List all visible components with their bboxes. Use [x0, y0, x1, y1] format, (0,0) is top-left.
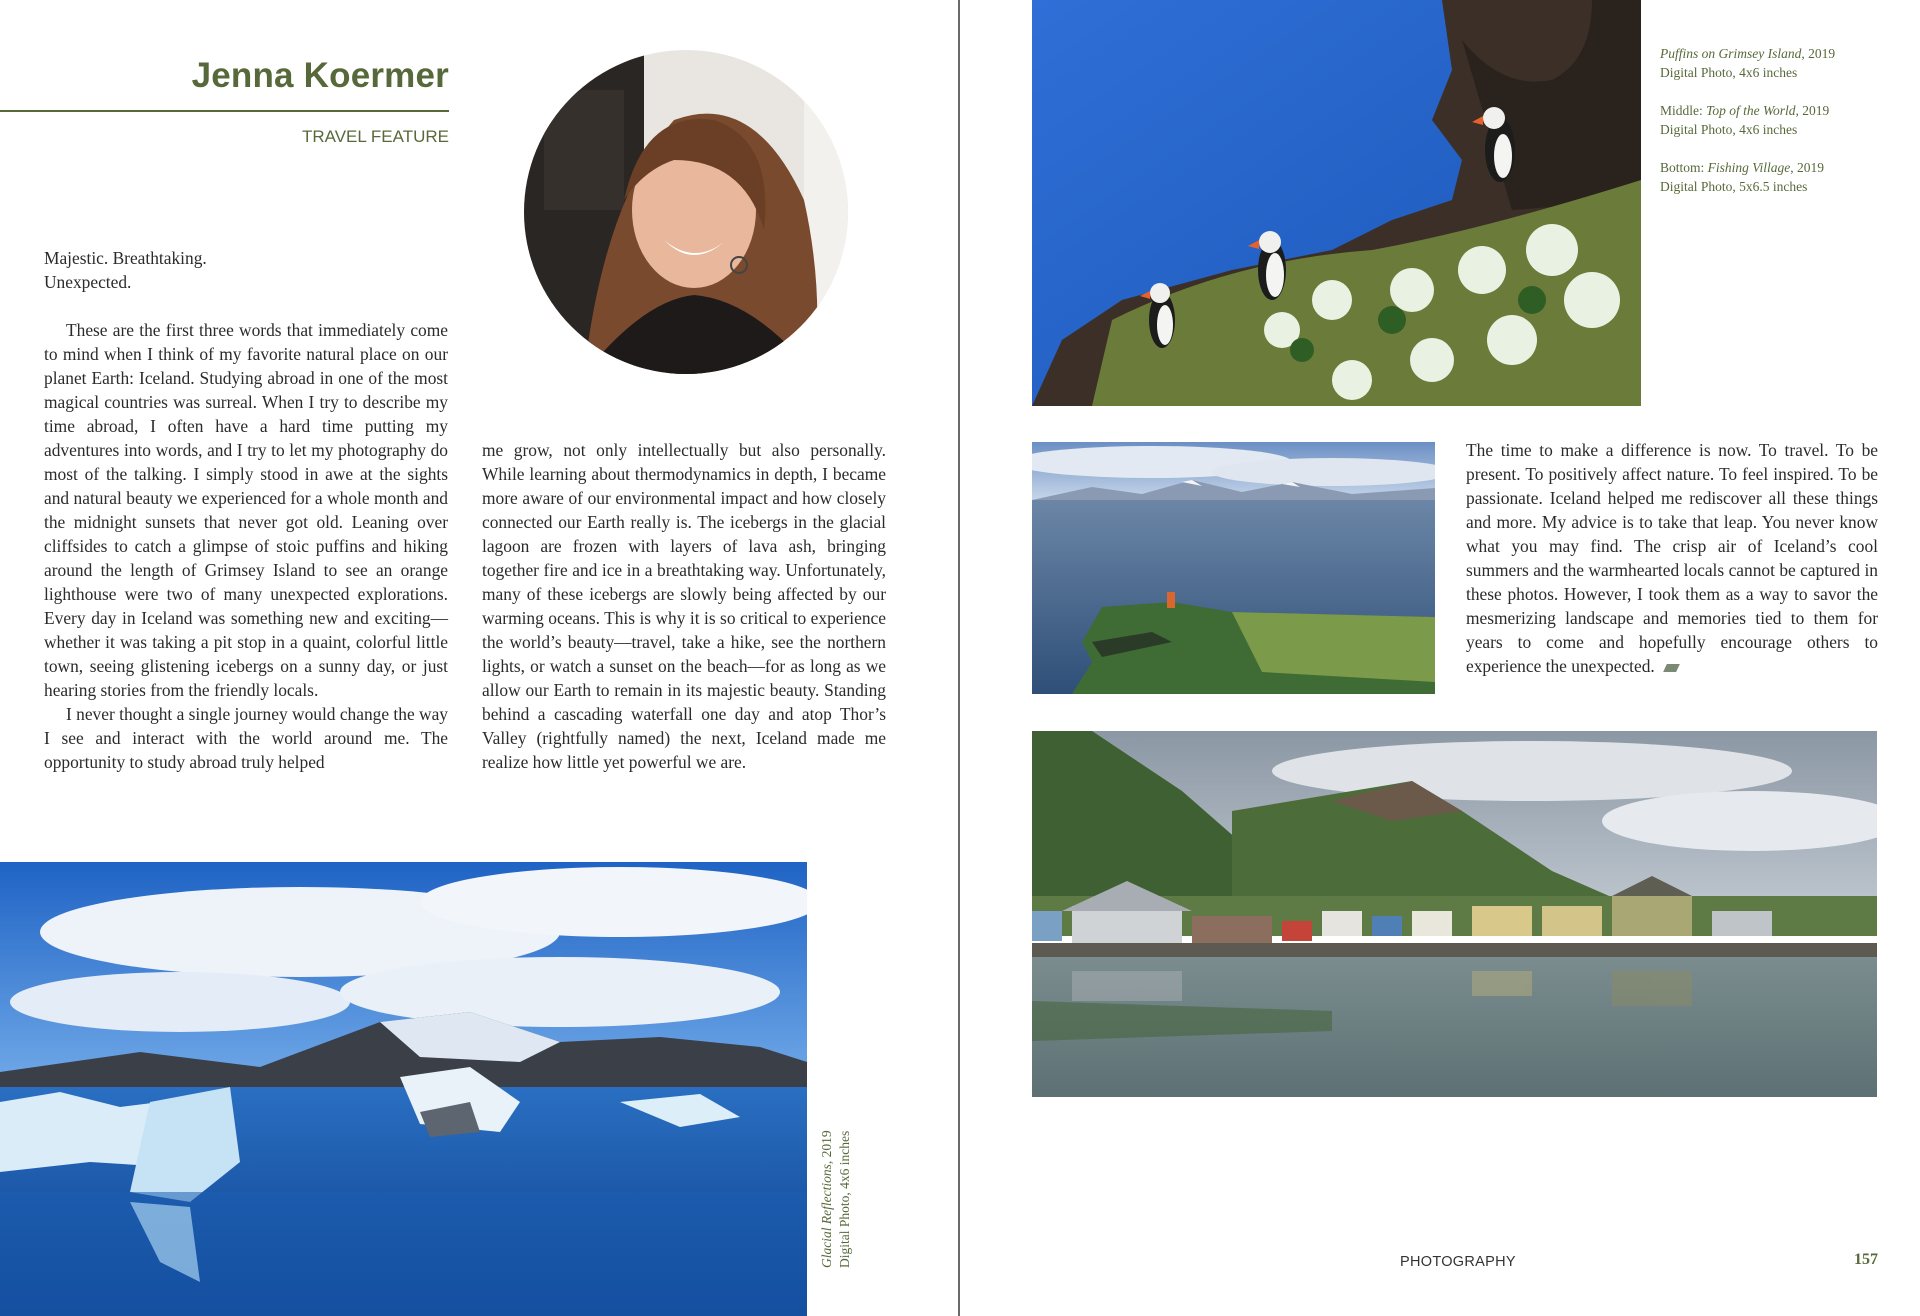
- caption-puffins-medium: Digital Photo, 4x6 inches: [1660, 65, 1798, 80]
- glacial-reflections-photo: [0, 862, 807, 1316]
- paragraph-4: [1466, 438, 1878, 678]
- paragraph-3: me grow, not only intellectually but also personally. While learning about thermodynamics in depth, I became more aware of our environmental impact and how closely connected our Earth really is. The icebergs in the glacial lagoon are frozen with layers of lava ash, bringing together fire and ice in a breathtaking way. Unfortunately, many of these icebergs are slowly being affected by our warming oceans. This is why it is so critical to experience the world’s beauty—travel, take a hike, see the northern lights, or watch a sunset on the beach—for as long as we allow our Earth to remain in its majestic beauty. Standing behind a cascading waterfall one day and atop Thor’s Valley (rightfully named) the next, Iceland made me realize how little yet powerful we are.: [482, 440, 886, 772]
- caption-bottom-prefix: Bottom:: [1660, 160, 1708, 175]
- caption-bottom-year: , 2019: [1790, 160, 1825, 175]
- caption-medium: Digital Photo, 4x6 inches: [837, 1130, 852, 1268]
- caption-puffins-year: , 2019: [1801, 46, 1836, 61]
- section-footer-label: PHOTOGRAPHY: [1400, 1254, 1516, 1270]
- caption-middle-title-line: [1660, 101, 1900, 120]
- paragraph-4-text: The time to make a difference is now. To travel. To be present. To positively affect nature. To feel inspired. To be passionate. Iceland helped me rediscover all these things and more. My advice is to take that leap. You never know what you may find. The crisp air of Iceland’s cool summers and the warmhearted locals cannot be captured in these photos. However, I took them as a way to savor the mesmerizing landscape and memories tied to them for years to come and hopefully encourage others to experience the unexpected.: [1466, 440, 1878, 676]
- author-portrait: [524, 50, 848, 374]
- caption-title: Glacial Reflections: [819, 1164, 834, 1268]
- caption-middle-prefix: Middle:: [1660, 103, 1707, 118]
- photo-captions: [1660, 44, 1900, 215]
- fishing-village-photo: [1032, 731, 1877, 1097]
- page-spine: [958, 0, 960, 1316]
- intro-line-1: Majestic. Breathtaking.: [44, 248, 207, 268]
- intro-text: [44, 246, 444, 294]
- paragraph-1: These are the first three words that immediately come to mind when I think of my favorite natural place on our planet Earth: Iceland. Studying abroad in one of the most magical countries was surreal. When I try to describe my time abroad, I often have a hard time putting my adventures into words, and I try to let my photography do most of the talking. I simply stood in awe at the sights and natural beauty we experienced for a whole month and the midnight sunsets that never got old. Leaning over cliffsides to catch a glimpse of stoic puffins and hiking around the length of Grimsey Island to see an orange lighthouse were two of many unexpected explorations. Every day in Iceland was something new and exciting—whether it was taking a pit stop in a quaint, colorful little town, seeing glistening icebergs on a sunny day, or just hearing stories from the friendly locals.: [44, 320, 448, 700]
- caption-middle-title: Top of the World: [1706, 103, 1796, 118]
- caption-bottom-title: Fishing Village: [1707, 160, 1791, 175]
- article-column-2: [482, 438, 886, 774]
- caption-bottom-medium: Digital Photo, 5x6.5 inches: [1660, 179, 1808, 194]
- page-number: 157: [1854, 1251, 1878, 1268]
- article-column-1: [44, 318, 448, 774]
- article-column-3: [1466, 438, 1878, 678]
- caption-puffins-title: Puffins on Grimsey Island: [1660, 46, 1802, 61]
- name-divider: [0, 110, 449, 112]
- intro-line-2: Unexpected.: [44, 272, 132, 292]
- caption-middle-year: , 2019: [1795, 103, 1830, 118]
- caption-puffins-title-line: [1660, 44, 1900, 63]
- author-name: Jenna Koermer: [191, 56, 449, 95]
- caption-title-line: [818, 1130, 836, 1268]
- paragraph-2: I never thought a single journey would change the way I see and interact with the world around me. The opportunity to study abroad truly helped: [44, 704, 448, 772]
- caption-bottom: [1660, 158, 1900, 196]
- caption-middle-medium: Digital Photo, 4x6 inches: [1660, 122, 1798, 137]
- end-of-article-icon: [1663, 664, 1680, 672]
- section-label: TRAVEL FEATURE: [301, 127, 449, 146]
- glacial-reflections-caption: [818, 1130, 854, 1268]
- caption-year: , 2019: [819, 1130, 834, 1165]
- top-of-the-world-photo: [1032, 442, 1435, 694]
- caption-bottom-title-line: [1660, 158, 1900, 177]
- caption-middle: [1660, 101, 1900, 139]
- caption-puffins: [1660, 44, 1900, 82]
- puffins-photo: [1032, 0, 1641, 406]
